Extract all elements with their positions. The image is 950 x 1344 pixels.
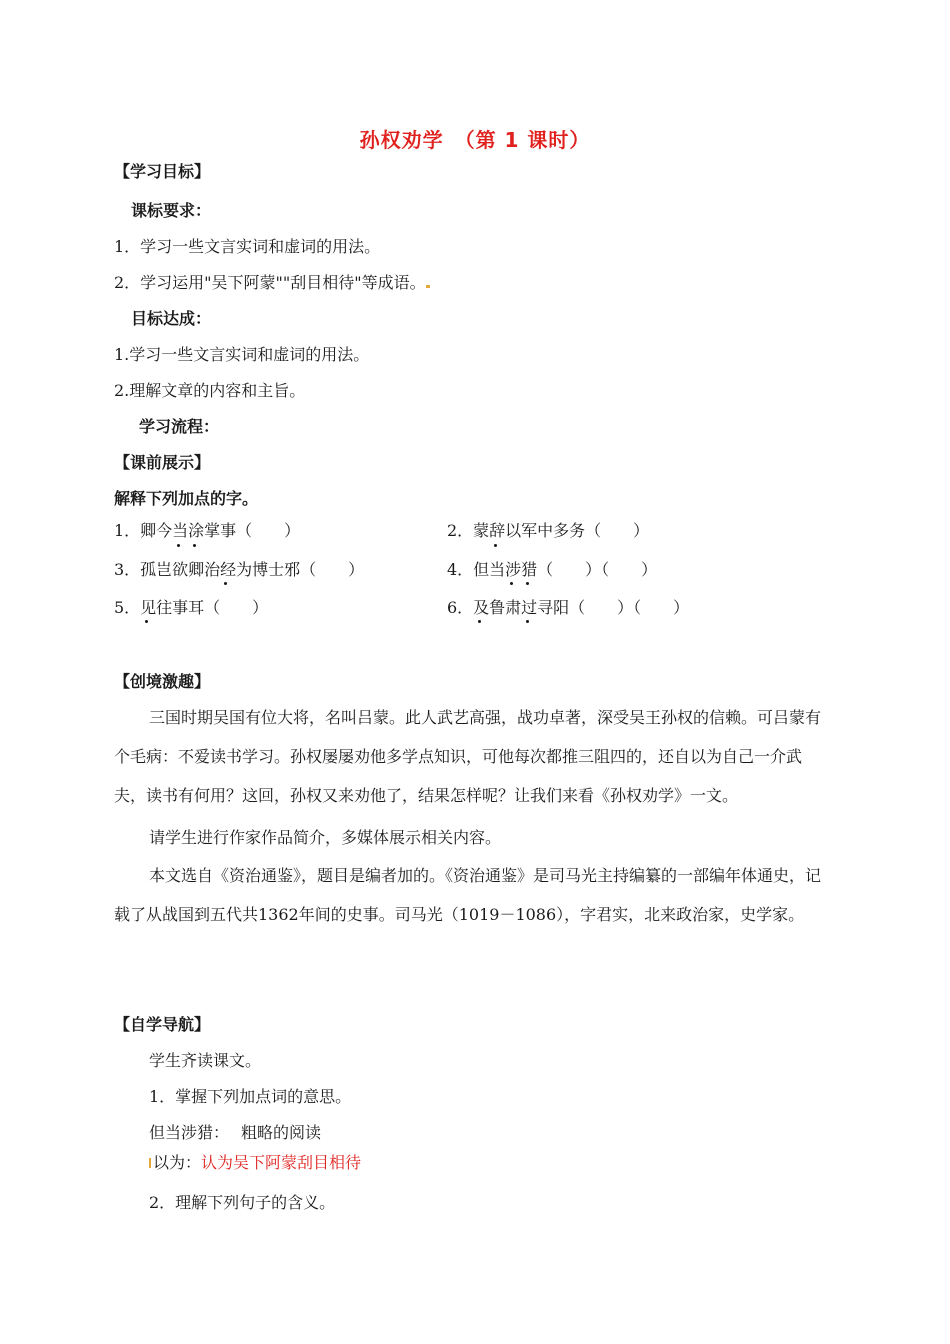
preview-heading: 【课前展示】 xyxy=(114,453,211,472)
emphasis-dot xyxy=(510,582,513,585)
term-row-2 xyxy=(149,1152,361,1174)
scenario-paragraph-2: 请学生进行作家作品简介，多媒体展示相关内容。 xyxy=(149,828,502,847)
emphasis-dot xyxy=(177,544,180,547)
scenario-paragraph-1: 三国时期吴国有位大将，名叫吕蒙。此人武艺高强，战功卓著，深受吴王孙权的信赖。可吕蒙有个毛病：不爱读书学习。孙权屡屡劝他多学点知识，可他每次都推三阻四的，还自以为自己一介武夫，读书有何用？这回，孙权又来劝他了，结果怎样呢？让我们来看《孙权劝学》一文。 xyxy=(114,708,822,805)
term-2: 以为： xyxy=(153,1153,202,1172)
preview-item-5: 5．见往事耳（ ） xyxy=(114,598,269,617)
preview-item-4: 4．但当涉猎（ ）（ ） xyxy=(447,560,658,579)
page-title: 孙权劝学 （第 1 课时） xyxy=(359,128,591,152)
selfstudy-heading: 【自学导航】 xyxy=(114,1015,211,1034)
preview-item-2: 2．蒙辞以军中多务（ ） xyxy=(447,521,650,540)
standard-item-2: 2．学习运用"吴下阿蒙""刮目相待"等成语。 xyxy=(114,272,430,294)
edit-marker xyxy=(149,1158,151,1168)
standard-requirements-heading: 课标要求： xyxy=(131,201,212,220)
emphasis-dot xyxy=(145,620,148,623)
emphasis-dot xyxy=(224,582,227,585)
emphasis-dot xyxy=(526,620,529,623)
preview-item-1: 1．卿今当涂掌事（ ） xyxy=(114,521,301,540)
selfstudy-question-2: 2．理解下列句子的含义。 xyxy=(149,1193,336,1212)
scenario-paragraph-3: 本文选自《资治通鉴》，题目是编者加的。《资治通鉴》是司马光主持编纂的一部编年体通史，记载了从战国到五代共1362年间的史事。司马光（1019－1086），字君实，北来政治家，史学家。 xyxy=(114,866,822,924)
term-1: 但当涉猎： xyxy=(149,1123,230,1142)
preview-item-3: 3．孤岂欲卿治经为博士邪（ ） xyxy=(114,560,365,579)
learning-goals-heading: 【学习目标】 xyxy=(114,162,211,181)
preview-item-6: 6．及鲁肃过寻阳（ ）（ ） xyxy=(447,598,690,617)
definition-1: 粗略的阅读 xyxy=(241,1123,322,1142)
selfstudy-line-1: 学生齐读课文。 xyxy=(149,1051,262,1070)
standard-item-1: 1．学习一些文言实词和虚词的用法。 xyxy=(114,237,381,256)
term-row-1 xyxy=(149,1122,321,1144)
emphasis-dot xyxy=(494,544,497,547)
selfstudy-question-1: 1．掌握下列加点词的意思。 xyxy=(149,1087,352,1106)
definition-2: 认为吴下阿蒙刮目相待 xyxy=(201,1153,362,1172)
goal-achievement-heading: 目标达成： xyxy=(131,309,212,328)
scenario-heading: 【创境激趣】 xyxy=(114,672,211,691)
achieve-item-2: 2.理解文章的内容和主旨。 xyxy=(114,381,306,400)
emphasis-dot xyxy=(478,620,481,623)
preview-instruction: 解释下列加点的字。 xyxy=(114,489,259,508)
emphasis-dot xyxy=(193,544,196,547)
edit-marker xyxy=(426,285,430,288)
learning-flow-heading: 学习流程： xyxy=(139,417,220,436)
emphasis-dot xyxy=(526,582,529,585)
achieve-item-1: 1.学习一些文言实词和虚词的用法。 xyxy=(114,345,370,364)
